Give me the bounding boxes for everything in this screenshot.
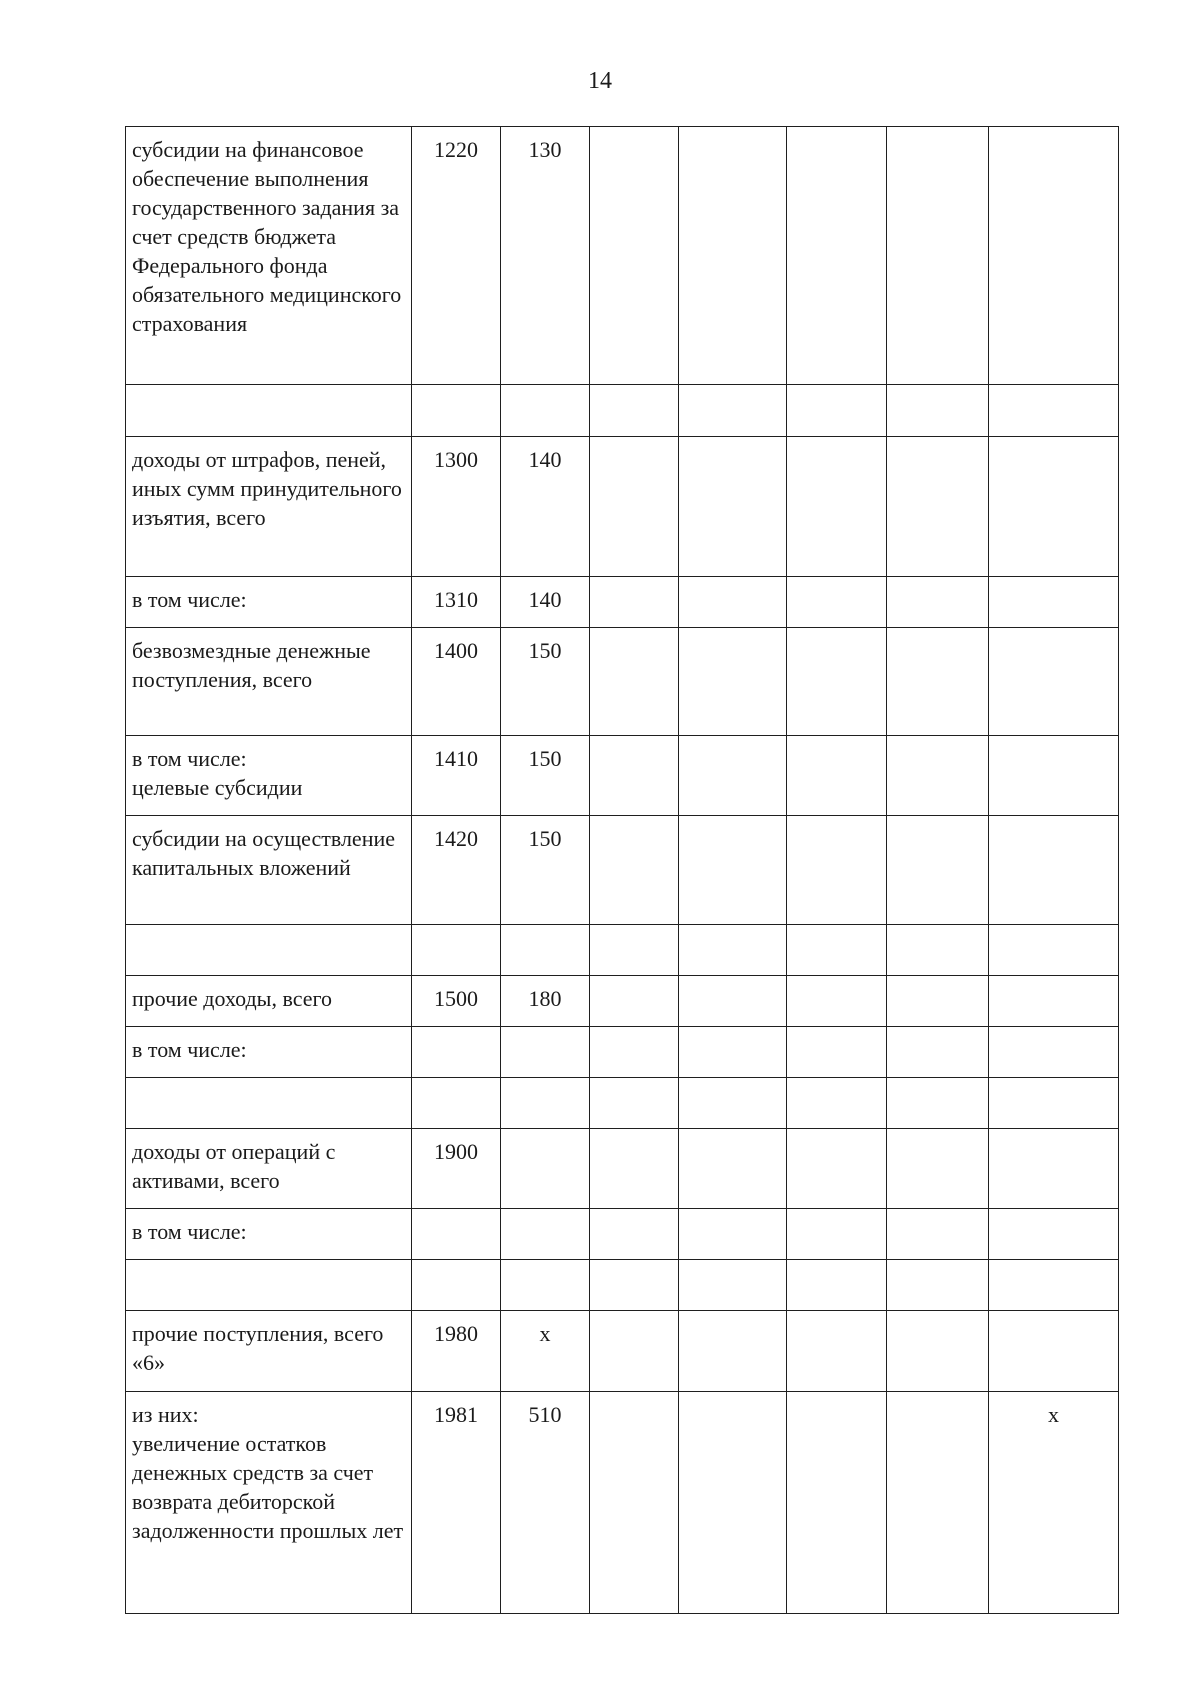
value-cell <box>989 1129 1119 1209</box>
value-cell <box>887 437 989 577</box>
value-cell <box>590 127 679 385</box>
value-cell <box>590 437 679 577</box>
table-row <box>126 1129 1119 1209</box>
value-cell <box>787 1027 887 1078</box>
value-cell <box>989 1027 1119 1078</box>
value-cell <box>787 1129 887 1209</box>
value-cell <box>887 1027 989 1078</box>
table-row <box>126 628 1119 736</box>
kbk-code-cell <box>501 1260 590 1311</box>
kbk-code-cell: 150 <box>501 816 590 925</box>
kbk-code-cell <box>501 1078 590 1129</box>
line-code-cell: 1400 <box>412 628 501 736</box>
line-code-cell: 1981 <box>412 1392 501 1614</box>
value-cell <box>887 1392 989 1614</box>
value-cell <box>887 127 989 385</box>
value-cell <box>989 127 1119 385</box>
kbk-code-cell: 140 <box>501 437 590 577</box>
kbk-code-cell <box>501 385 590 437</box>
value-cell <box>989 816 1119 925</box>
value-cell <box>787 628 887 736</box>
value-cell <box>989 976 1119 1027</box>
kbk-code-cell <box>501 1129 590 1209</box>
value-cell <box>679 1078 787 1129</box>
page-number: 14 <box>588 68 612 94</box>
value-cell <box>787 437 887 577</box>
value-cell <box>989 1078 1119 1129</box>
row-label <box>126 385 412 437</box>
value-cell <box>590 1078 679 1129</box>
value-cell <box>590 1129 679 1209</box>
value-cell <box>590 976 679 1027</box>
value-cell <box>887 1209 989 1260</box>
row-label: прочие доходы, всего <box>126 976 412 1027</box>
value-cell <box>787 1078 887 1129</box>
line-code-cell <box>412 1078 501 1129</box>
value-cell <box>590 816 679 925</box>
row-label: из них: увеличение остатков денежных средств за счет возврата дебиторской задолженности прошлых лет <box>126 1392 412 1614</box>
kbk-code-cell: х <box>501 1311 590 1392</box>
value-cell <box>887 1129 989 1209</box>
value-cell <box>679 1311 787 1392</box>
value-cell <box>887 385 989 437</box>
value-cell <box>590 1209 679 1260</box>
line-code-cell <box>412 1027 501 1078</box>
line-code-cell: 1420 <box>412 816 501 925</box>
value-cell <box>590 925 679 976</box>
kbk-code-cell: 140 <box>501 577 590 628</box>
value-cell <box>590 1311 679 1392</box>
value-cell <box>989 925 1119 976</box>
table-row <box>126 1209 1119 1260</box>
value-cell <box>887 976 989 1027</box>
value-cell <box>679 1209 787 1260</box>
line-code-cell: 1300 <box>412 437 501 577</box>
value-cell <box>989 577 1119 628</box>
value-cell <box>787 736 887 816</box>
value-cell <box>590 736 679 816</box>
kbk-code-cell <box>501 1209 590 1260</box>
line-code-cell: 1220 <box>412 127 501 385</box>
value-cell: х <box>989 1392 1119 1614</box>
value-cell <box>887 628 989 736</box>
line-code-cell <box>412 925 501 976</box>
row-label: безвозмездные денежные поступления, всего <box>126 628 412 736</box>
value-cell <box>590 1260 679 1311</box>
value-cell <box>679 736 787 816</box>
kbk-code-cell: 150 <box>501 628 590 736</box>
value-cell <box>590 1027 679 1078</box>
table-row <box>126 577 1119 628</box>
value-cell <box>590 577 679 628</box>
value-cell <box>887 816 989 925</box>
value-cell <box>679 1027 787 1078</box>
value-cell <box>679 1129 787 1209</box>
table-row <box>126 925 1119 976</box>
value-cell <box>679 577 787 628</box>
line-code-cell: 1980 <box>412 1311 501 1392</box>
kbk-code-cell <box>501 1027 590 1078</box>
value-cell <box>787 976 887 1027</box>
value-cell <box>679 127 787 385</box>
line-code-cell <box>412 385 501 437</box>
line-code-cell <box>412 1260 501 1311</box>
kbk-code-cell: 150 <box>501 736 590 816</box>
line-code-cell: 1500 <box>412 976 501 1027</box>
budget-table <box>125 126 1119 1614</box>
table-row <box>126 385 1119 437</box>
table-row <box>126 127 1119 385</box>
value-cell <box>679 1392 787 1614</box>
value-cell <box>989 1209 1119 1260</box>
row-label: субсидии на финансовое обеспечение выполнения государственного задания за счет средств бюджета Федерального фонда обязательного медицинского страхования <box>126 127 412 385</box>
row-label: прочие поступления, всего «6» <box>126 1311 412 1392</box>
table-row <box>126 1027 1119 1078</box>
value-cell <box>887 1311 989 1392</box>
row-label: в том числе: <box>126 577 412 628</box>
row-label <box>126 1260 412 1311</box>
value-cell <box>787 1209 887 1260</box>
value-cell <box>787 577 887 628</box>
kbk-code-cell <box>501 925 590 976</box>
row-label <box>126 1078 412 1129</box>
value-cell <box>679 976 787 1027</box>
table-row <box>126 1260 1119 1311</box>
value-cell <box>679 628 787 736</box>
row-label: в том числе: <box>126 1209 412 1260</box>
value-cell <box>590 628 679 736</box>
value-cell <box>787 1260 887 1311</box>
value-cell <box>679 437 787 577</box>
value-cell <box>679 925 787 976</box>
value-cell <box>887 577 989 628</box>
line-code-cell: 1310 <box>412 577 501 628</box>
table-row <box>126 976 1119 1027</box>
value-cell <box>989 628 1119 736</box>
kbk-code-cell: 510 <box>501 1392 590 1614</box>
value-cell <box>787 1311 887 1392</box>
row-label: доходы от штрафов, пеней, иных сумм принудительного изъятия, всего <box>126 437 412 577</box>
value-cell <box>989 736 1119 816</box>
value-cell <box>590 1392 679 1614</box>
row-label: в том числе: целевые субсидии <box>126 736 412 816</box>
value-cell <box>679 1260 787 1311</box>
table-row <box>126 1078 1119 1129</box>
value-cell <box>989 437 1119 577</box>
kbk-code-cell: 180 <box>501 976 590 1027</box>
row-label: доходы от операций с активами, всего <box>126 1129 412 1209</box>
value-cell <box>989 1260 1119 1311</box>
row-label <box>126 925 412 976</box>
value-cell <box>887 925 989 976</box>
value-cell <box>787 385 887 437</box>
value-cell <box>787 816 887 925</box>
value-cell <box>887 736 989 816</box>
value-cell <box>590 385 679 437</box>
row-label: в том числе: <box>126 1027 412 1078</box>
line-code-cell <box>412 1209 501 1260</box>
table-row <box>126 736 1119 816</box>
table-row <box>126 1311 1119 1392</box>
kbk-code-cell: 130 <box>501 127 590 385</box>
value-cell <box>989 1311 1119 1392</box>
table-row <box>126 437 1119 577</box>
value-cell <box>787 1392 887 1614</box>
table-row <box>126 816 1119 925</box>
value-cell <box>679 816 787 925</box>
value-cell <box>679 385 787 437</box>
row-label: субсидии на осуществление капитальных вложений <box>126 816 412 925</box>
line-code-cell: 1410 <box>412 736 501 816</box>
value-cell <box>989 385 1119 437</box>
value-cell <box>887 1260 989 1311</box>
value-cell <box>887 1078 989 1129</box>
value-cell <box>787 925 887 976</box>
table-row <box>126 1392 1119 1614</box>
line-code-cell: 1900 <box>412 1129 501 1209</box>
value-cell <box>787 127 887 385</box>
